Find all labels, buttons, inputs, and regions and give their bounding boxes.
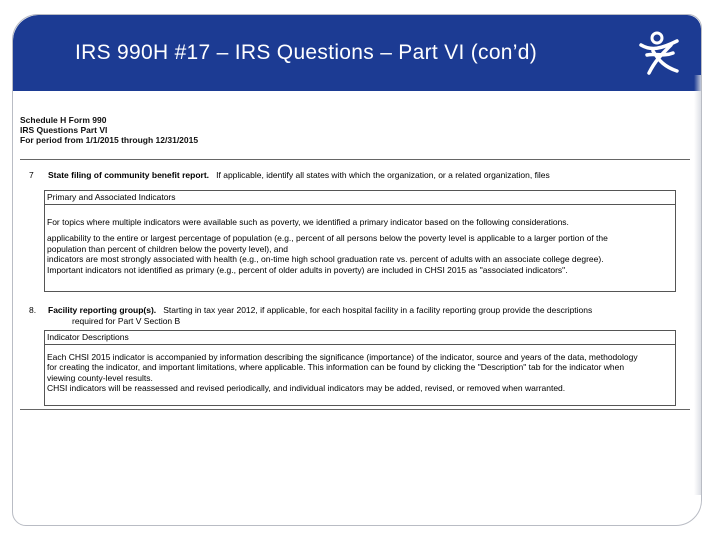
slide-header xyxy=(13,15,701,91)
q8-line: CHSI indicators will be reassessed and revised periodically, and individual indicators may be added, revised, or removed when warranted. xyxy=(47,383,566,393)
q8-text: Starting in tax year 2012, if applicable, for each hospital facility in a facility reporting group provide the descriptions xyxy=(163,305,593,315)
q7-title: State filing of community benefit report. xyxy=(48,170,210,180)
form-header-line: IRS Questions Part VI xyxy=(20,125,108,135)
q8-box-body xyxy=(45,345,675,396)
q8-prompt-continued: required for Part V Section B xyxy=(72,316,181,326)
q8-line: for creating the indicator, and important limitations, where applicable. This information can be found by clicking the "Description" tab for the indicator when xyxy=(47,362,625,372)
q7-line: indicators are most strongly associated with health (e.g., on-time high school graduation rate vs. percent of adults with an associate college degree). xyxy=(47,254,604,264)
form-bottom-rule xyxy=(20,409,690,410)
q8-number: 8. xyxy=(29,305,37,315)
q8-answer-box xyxy=(44,330,676,406)
q7-line: For topics where multiple indicators were available such as poverty, we identified a primary indicator based on the following considerations. xyxy=(47,216,569,227)
form-header-line: Schedule H Form 990 xyxy=(20,115,107,125)
form-header-line: For period from 1/1/2015 through 12/31/2015 xyxy=(20,135,199,145)
q7-answer-box xyxy=(44,190,676,292)
q7-line: applicability to the entire or largest percentage of population (e.g., percent of all persons below the poverty level is applicable to a larger portion of the xyxy=(47,233,608,243)
q7-box-body xyxy=(45,205,675,278)
q8-prompt xyxy=(48,305,592,315)
form-excerpt xyxy=(20,115,680,145)
q8-title: Facility reporting group(s). xyxy=(48,305,157,315)
organization-logo-icon xyxy=(637,31,681,79)
q7-line: Important indicators not identified as primary (e.g., percent of older adults in poverty) are included in CHSI 2015 as "associated indicators". xyxy=(47,264,568,275)
form-top-rule xyxy=(20,159,690,160)
slide-edge-shadow xyxy=(694,75,702,495)
q8-line: viewing county-level results. xyxy=(47,372,153,383)
form-header xyxy=(20,115,680,145)
q8-box-header: Indicator Descriptions xyxy=(45,331,675,345)
q8-line: Each CHSI 2015 indicator is accompanied by information describing the significance (importance) of the indicator, source and years of the data, methodology xyxy=(47,351,638,362)
q7-prompt xyxy=(48,170,550,180)
q7-box-header: Primary and Associated Indicators xyxy=(45,191,675,205)
q7-number: 7 xyxy=(29,170,34,180)
q7-line: population than percent of children below the poverty level), and xyxy=(47,243,288,254)
q7-text: If applicable, identify all states with which the organization, or a related organization, files xyxy=(216,170,550,180)
slide-title: IRS 990H #17 – IRS Questions – Part VI (con’d) xyxy=(75,41,538,64)
